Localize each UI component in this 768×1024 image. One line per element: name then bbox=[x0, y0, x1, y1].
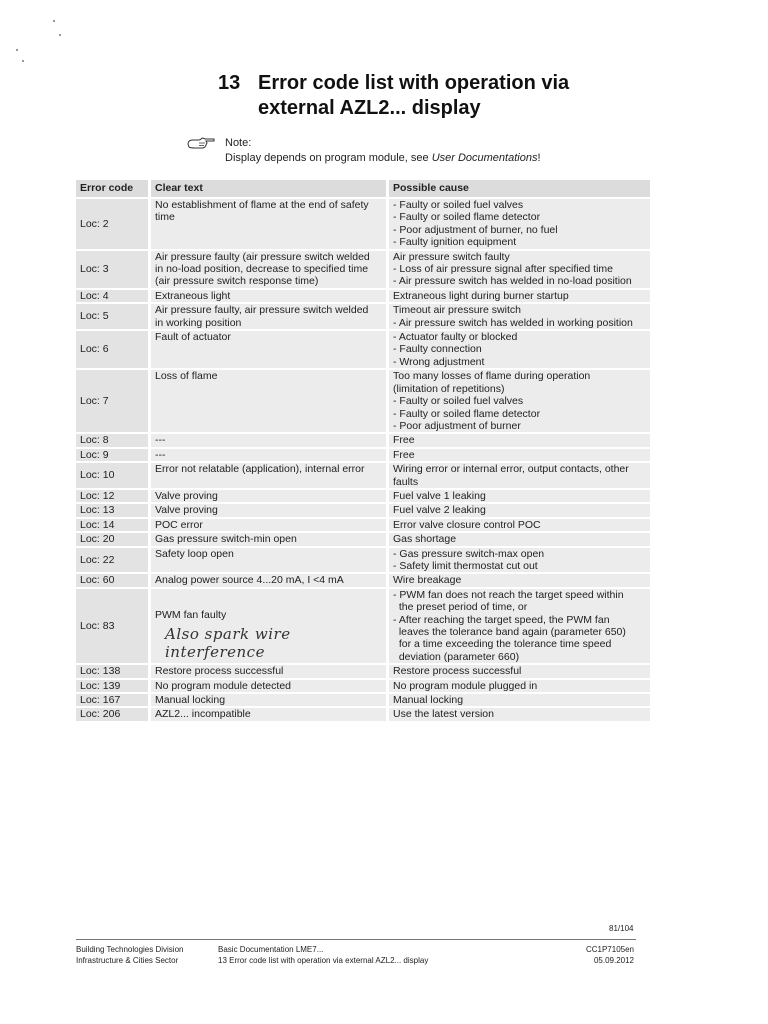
possible-cause-line: - Air pressure switch has welded in no-load position bbox=[393, 275, 632, 288]
pointing-hand-icon bbox=[186, 136, 216, 159]
possible-cause-cell bbox=[386, 708, 650, 720]
table-body bbox=[76, 199, 650, 721]
possible-cause-line: - Faulty ignition equipment bbox=[393, 236, 517, 249]
scan-speck bbox=[16, 49, 18, 51]
clear-text-line: Manual locking bbox=[155, 694, 226, 707]
error-code-cell: Loc: 10 bbox=[76, 463, 148, 488]
section-number: 13 bbox=[218, 72, 241, 94]
scan-speck bbox=[53, 20, 55, 22]
possible-cause-line: Timeout air pressure switch bbox=[393, 304, 521, 317]
error-code-cell: Loc: 60 bbox=[76, 574, 148, 586]
footer-sector: Infrastructure & Cities Sector bbox=[76, 956, 179, 965]
error-code-cell: Loc: 12 bbox=[76, 490, 148, 502]
possible-cause-line: - Safety limit thermostat cut out bbox=[393, 559, 538, 572]
clear-text-cell bbox=[148, 304, 386, 329]
clear-text-line: Gas pressure switch-min open bbox=[155, 533, 297, 546]
possible-cause-cell bbox=[386, 574, 650, 586]
table-row bbox=[76, 370, 650, 432]
possible-cause-line: - Faulty connection bbox=[393, 343, 482, 356]
clear-text-cell bbox=[148, 370, 386, 432]
error-code-cell: Loc: 13 bbox=[76, 504, 148, 516]
table-row bbox=[76, 504, 650, 516]
error-code-cell: Loc: 20 bbox=[76, 533, 148, 545]
footer-doc-number: CC1P7105en bbox=[585, 945, 634, 954]
note-text bbox=[225, 151, 541, 166]
clear-text-cell bbox=[148, 680, 386, 692]
possible-cause-line: Gas shortage bbox=[393, 533, 457, 546]
clear-text-line: Fault of actuator bbox=[155, 331, 231, 344]
possible-cause-line: Manual locking bbox=[393, 694, 464, 707]
error-code-cell: Loc: 2 bbox=[76, 199, 148, 249]
error-code-cell: Loc: 8 bbox=[76, 434, 148, 446]
possible-cause-line: - Poor adjustment of burner, no fuel bbox=[393, 223, 558, 236]
clear-text-line: --- bbox=[155, 434, 166, 447]
scan-speck bbox=[59, 34, 61, 36]
scan-speck bbox=[22, 60, 24, 62]
possible-cause-line: - Faulty or soiled fuel valves bbox=[393, 395, 524, 408]
clear-text-line: Valve proving bbox=[155, 504, 218, 517]
possible-cause-line: - Air pressure switch has welded in working position bbox=[393, 316, 633, 329]
possible-cause-line: faults bbox=[393, 475, 419, 488]
possible-cause-cell bbox=[386, 589, 650, 663]
error-code-cell: Loc: 3 bbox=[76, 251, 148, 288]
table-row bbox=[76, 548, 650, 573]
possible-cause-line: deviation (parameter 660) bbox=[393, 650, 520, 663]
clear-text-line: No program module detected bbox=[155, 679, 291, 692]
possible-cause-cell bbox=[386, 548, 650, 573]
clear-text-line: Restore process successful bbox=[155, 665, 284, 678]
table-row bbox=[76, 680, 650, 692]
possible-cause-cell bbox=[386, 304, 650, 329]
possible-cause-cell bbox=[386, 680, 650, 692]
table-row bbox=[76, 463, 650, 488]
error-code-cell: Loc: 206 bbox=[76, 708, 148, 720]
error-code-cell: Loc: 7 bbox=[76, 370, 148, 432]
possible-cause-cell bbox=[386, 434, 650, 446]
possible-cause-cell bbox=[386, 251, 650, 288]
footer-chapter: 13 Error code list with operation via external AZL2... display bbox=[218, 956, 429, 965]
error-code-cell: Loc: 5 bbox=[76, 304, 148, 329]
possible-cause-line: - PWM fan does not reach the target speed within bbox=[393, 588, 624, 601]
possible-cause-cell bbox=[386, 331, 650, 368]
table-row bbox=[76, 434, 650, 446]
footer-date: 05.09.2012 bbox=[593, 956, 634, 965]
error-code-cell: Loc: 14 bbox=[76, 519, 148, 531]
possible-cause-line: - Faulty or soiled flame detector bbox=[393, 407, 541, 420]
table-row bbox=[76, 331, 650, 368]
possible-cause-cell bbox=[386, 490, 650, 502]
note-text-prefix: Display depends on program module, see bbox=[225, 152, 432, 164]
table-row bbox=[76, 589, 650, 663]
table-header-row bbox=[76, 180, 650, 197]
clear-text-line: Extraneous light bbox=[155, 289, 231, 302]
possible-cause-line: - Faulty or soiled fuel valves bbox=[393, 199, 524, 211]
possible-cause-line: - Actuator faulty or blocked bbox=[393, 331, 518, 344]
possible-cause-line: Restore process successful bbox=[393, 665, 522, 678]
possible-cause-cell bbox=[386, 504, 650, 516]
possible-cause-line: Wire breakage bbox=[393, 574, 462, 587]
clear-text-line: in working position bbox=[155, 316, 242, 329]
possible-cause-line: - Faulty or soiled flame detector bbox=[393, 211, 541, 224]
error-code-cell: Loc: 6 bbox=[76, 331, 148, 368]
error-code-cell: Loc: 83 bbox=[76, 589, 148, 663]
possible-cause-line: Too many losses of flame during operation bbox=[393, 370, 591, 383]
possible-cause-line: (limitation of repetitions) bbox=[393, 382, 505, 395]
error-code-cell: Loc: 9 bbox=[76, 449, 148, 461]
clear-text-line: Air pressure faulty, air pressure switch welded bbox=[155, 304, 369, 317]
footer-left bbox=[76, 944, 183, 966]
header-error-code: Error code bbox=[76, 180, 148, 197]
possible-cause-line: Free bbox=[393, 434, 415, 447]
table-row bbox=[76, 449, 650, 461]
error-code-cell: Loc: 4 bbox=[76, 290, 148, 302]
clear-text-line: AZL2... incompatible bbox=[155, 708, 251, 721]
possible-cause-cell bbox=[386, 533, 650, 545]
clear-text-line: (air pressure switch response time) bbox=[155, 275, 319, 288]
footer-middle bbox=[218, 944, 428, 966]
possible-cause-line: the preset period of time, or bbox=[393, 601, 528, 614]
error-code-cell: Loc: 22 bbox=[76, 548, 148, 573]
title-line-1: Error code list with operation via bbox=[258, 72, 570, 94]
clear-text-line: --- bbox=[155, 448, 166, 461]
table-row bbox=[76, 290, 650, 302]
table-row bbox=[76, 199, 650, 249]
possible-cause-line: Fuel valve 2 leaking bbox=[393, 504, 486, 517]
possible-cause-line: Fuel valve 1 leaking bbox=[393, 489, 486, 502]
possible-cause-line: leaves the tolerance band again (parameter 650) bbox=[393, 626, 626, 638]
clear-text-line: in no-load position, decrease to specified time bbox=[155, 263, 369, 276]
clear-text-cell bbox=[148, 251, 386, 288]
footer-divider bbox=[76, 939, 636, 940]
clear-text-cell bbox=[148, 504, 386, 516]
possible-cause-cell bbox=[386, 463, 650, 488]
header-possible-cause: Possible cause bbox=[386, 180, 650, 197]
clear-text-cell bbox=[148, 694, 386, 706]
note-text-suffix: ! bbox=[537, 152, 541, 164]
possible-cause-cell bbox=[386, 199, 650, 249]
table-row bbox=[76, 490, 650, 502]
possible-cause-line: Wiring error or internal error, output contacts, other bbox=[393, 463, 629, 476]
note-text-link: User Documentations bbox=[431, 152, 538, 164]
clear-text-line: Safety loop open bbox=[155, 547, 234, 560]
clear-text-cell bbox=[148, 331, 386, 368]
possible-cause-line: Air pressure switch faulty bbox=[393, 250, 510, 263]
clear-text-cell bbox=[148, 199, 386, 249]
clear-text-cell bbox=[148, 548, 386, 573]
clear-text-line: Analog power source 4...20 mA, I <4 mA bbox=[155, 574, 344, 587]
footer-division: Building Technologies Division bbox=[76, 945, 184, 954]
possible-cause-line: - Gas pressure switch-max open bbox=[393, 547, 545, 560]
error-code-cell: Loc: 138 bbox=[76, 665, 148, 677]
clear-text-cell bbox=[148, 490, 386, 502]
clear-text-cell bbox=[148, 449, 386, 461]
table-row bbox=[76, 533, 650, 545]
possible-cause-line: Extraneous light during burner startup bbox=[393, 289, 569, 302]
possible-cause-line: for a time exceeding the tolerance time speed bbox=[393, 638, 612, 651]
clear-text-cell bbox=[148, 533, 386, 545]
possible-cause-line: Use the latest version bbox=[393, 708, 494, 721]
error-code-cell: Loc: 139 bbox=[76, 680, 148, 692]
possible-cause-cell bbox=[386, 665, 650, 677]
error-code-cell: Loc: 167 bbox=[76, 694, 148, 706]
clear-text-line: Air pressure faulty (air pressure switch welded bbox=[155, 250, 370, 263]
note-label: Note: bbox=[225, 137, 252, 149]
table-row bbox=[76, 694, 650, 706]
clear-text-line: Error not relatable (application), internal error bbox=[155, 463, 365, 476]
possible-cause-cell bbox=[386, 694, 650, 706]
note-block bbox=[186, 136, 541, 166]
possible-cause-cell bbox=[386, 290, 650, 302]
possible-cause-line: - After reaching the target speed, the PWM fan bbox=[393, 613, 610, 626]
possible-cause-line: Free bbox=[393, 448, 415, 461]
clear-text-cell bbox=[148, 463, 386, 488]
possible-cause-line: - Loss of air pressure signal after specified time bbox=[393, 263, 614, 276]
clear-text-line: PWM fan faulty bbox=[155, 608, 227, 621]
table-row bbox=[76, 708, 650, 720]
table-row bbox=[76, 251, 650, 288]
possible-cause-cell bbox=[386, 370, 650, 432]
possible-cause-line: - Poor adjustment of burner bbox=[393, 419, 521, 432]
clear-text-line: Loss of flame bbox=[155, 370, 218, 383]
section-title bbox=[218, 71, 638, 121]
page-number: 81/104 bbox=[609, 924, 634, 933]
footer-document: Basic Documentation LME7... bbox=[218, 945, 324, 954]
clear-text-cell bbox=[148, 519, 386, 531]
clear-text-cell bbox=[148, 708, 386, 720]
possible-cause-cell bbox=[386, 519, 650, 531]
table-row bbox=[76, 574, 650, 586]
table-row bbox=[76, 519, 650, 531]
possible-cause-line: No program module plugged in bbox=[393, 679, 538, 692]
title-line-2: external AZL2... display bbox=[258, 97, 481, 119]
clear-text-line: POC error bbox=[155, 518, 203, 531]
error-code-table bbox=[76, 178, 650, 723]
possible-cause-line: Error valve closure control POC bbox=[393, 518, 541, 531]
table-row bbox=[76, 304, 650, 329]
clear-text-line: Valve proving bbox=[155, 489, 218, 502]
table-row bbox=[76, 665, 650, 677]
clear-text-cell bbox=[148, 589, 386, 663]
possible-cause-cell bbox=[386, 449, 650, 461]
clear-text-cell bbox=[148, 574, 386, 586]
header-clear-text: Clear text bbox=[148, 180, 386, 197]
clear-text-line: time bbox=[155, 211, 175, 224]
clear-text-cell bbox=[148, 665, 386, 677]
clear-text-cell bbox=[148, 290, 386, 302]
clear-text-line: No establishment of flame at the end of safety bbox=[155, 199, 369, 211]
handwritten-annotation: Also spark wire interference bbox=[165, 625, 291, 662]
possible-cause-line: - Wrong adjustment bbox=[393, 355, 485, 368]
footer-right bbox=[584, 944, 634, 966]
clear-text-cell bbox=[148, 434, 386, 446]
